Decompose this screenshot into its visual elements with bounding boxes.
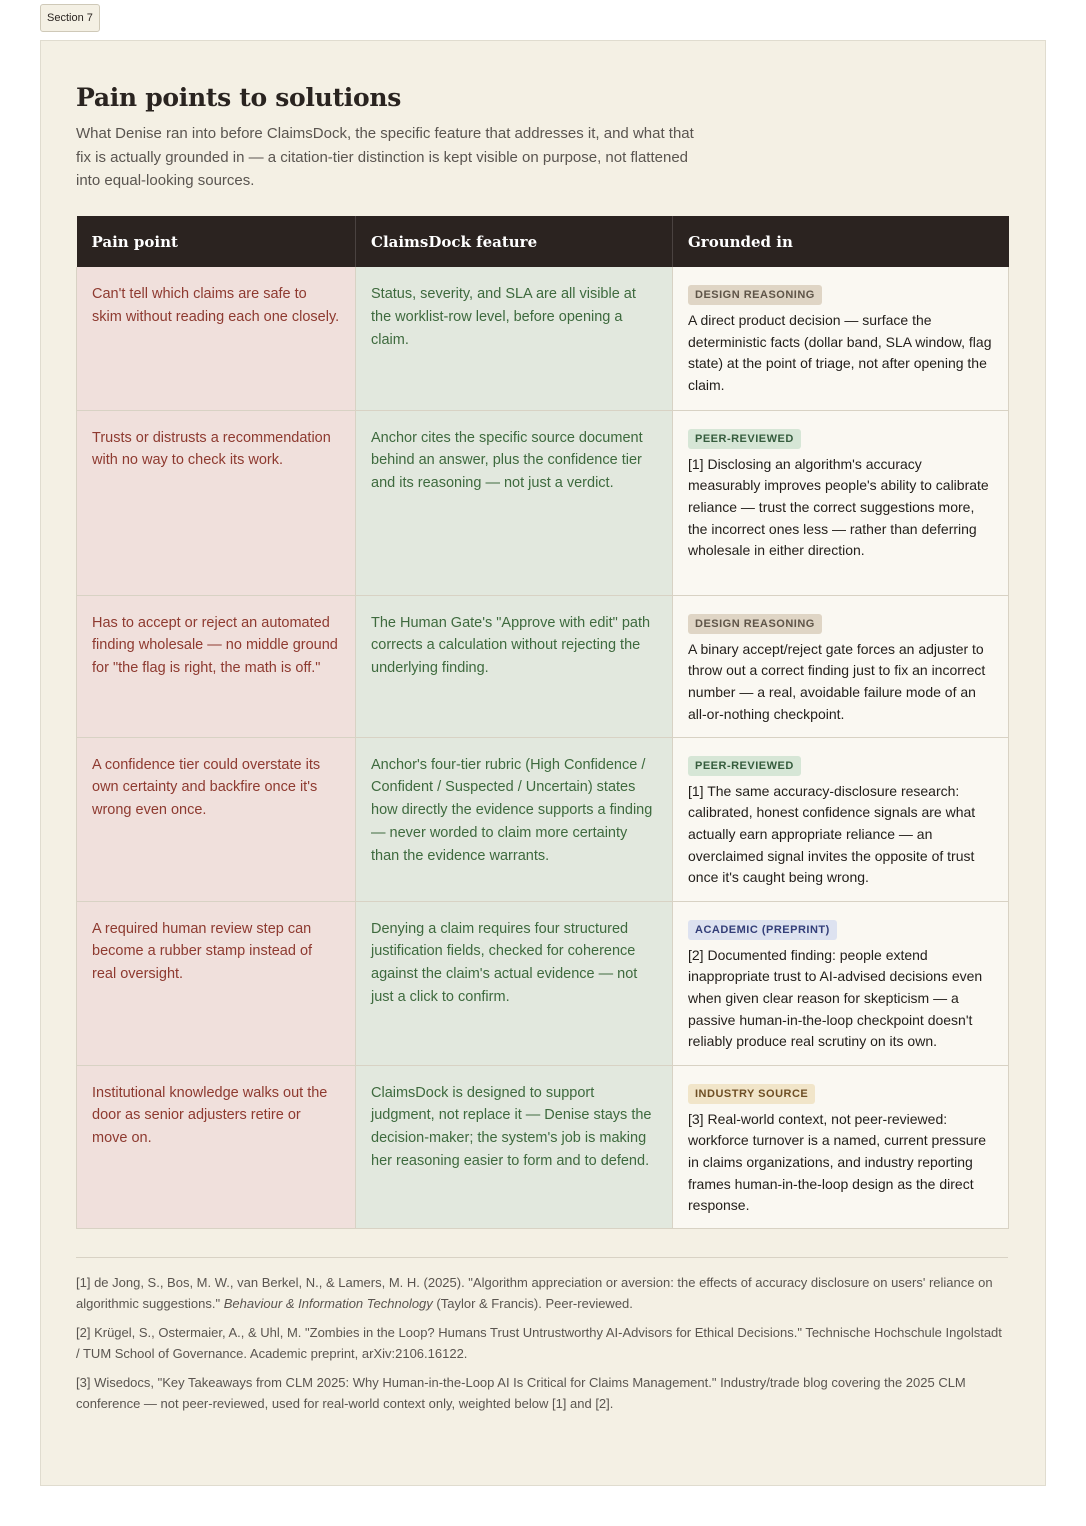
pain-cell: A confidence tier could overstate its own certainty and backfire once it's wrong even once. xyxy=(77,737,356,901)
header-grounded-in: Grounded in xyxy=(673,216,1009,267)
grounded-cell xyxy=(673,901,1009,1065)
tier-badge: PEER-REVIEWED xyxy=(688,429,801,449)
grounded-cell xyxy=(673,267,1009,410)
tier-badge: ACADEMIC (PREPRINT) xyxy=(688,920,837,940)
grounded-text: [2] Documented finding: people extend inappropriate trust to AI-advised decisions even when given clear reason for skepticism — a passive human-in-the-loop checkpoint doesn't reliably produce real scrutiny on its own. xyxy=(688,946,983,1050)
pain-cell: A required human review step can become a rubber stamp instead of real oversight. xyxy=(77,901,356,1065)
table-row xyxy=(77,1065,1009,1228)
grounded-text: [3] Real-world context, not peer-reviewed: workforce turnover is a named, current pressure in claims organizations, and industry reporting frames human-in-the-loop design as the direct response. xyxy=(688,1110,987,1214)
grounded-text: A direct product decision — surface the deterministic facts (dollar band, SLA window, flag state) at the point of triage, not after opening the claim. xyxy=(688,312,992,394)
grounded-text: [1] Disclosing an algorithm's accuracy measurably improves people's ability to calibrate reliance — trust the correct suggestions more, the incorrect ones less — rather than deferring wholesale in either direction. xyxy=(688,455,989,559)
reference-1-text: [1] de Jong, S., Bos, M. W., van Berkel, N., & Lamers, M. H. (2025). "Algorithm appreciation or aversion: the effects of accuracy disclosure on users' reliance on algorithmic suggestions." xyxy=(76,1275,993,1311)
grounded-cell xyxy=(673,1065,1009,1228)
grounded-cell xyxy=(673,595,1009,737)
tier-badge: PEER-REVIEWED xyxy=(688,756,801,776)
header-feature: ClaimsDock feature xyxy=(356,216,673,267)
reference-1-journal: Behaviour & Information Technology xyxy=(223,1295,433,1311)
reference-1 xyxy=(76,1273,1008,1314)
tier-badge: DESIGN REASONING xyxy=(688,614,822,634)
table-row xyxy=(77,410,1009,595)
pain-cell: Has to accept or reject an automated finding wholesale — no middle ground for "the flag is right, the math is off." xyxy=(77,595,356,737)
section-panel xyxy=(40,40,1046,1486)
table-row xyxy=(77,737,1009,901)
reference-2: [2] Krügel, S., Ostermaier, A., & Uhl, M. "Zombies in the Loop? Humans Trust Untrustworthy AI-Advisors for Ethical Decisions." Technische Hochschule Ingolstadt / TUM School of Governance. Academic preprint, arXiv:2106.16122. xyxy=(76,1325,1002,1361)
table-row xyxy=(77,267,1009,410)
grounded-cell xyxy=(673,737,1009,901)
feature-cell: The Human Gate's "Approve with edit" path corrects a calculation without rejecting the underlying finding. xyxy=(356,595,673,737)
feature-cell: Anchor's four-tier rubric (High Confidence / Confident / Suspected / Uncertain) states how directly the evidence supports a finding — never worded to claim more certainty than the evidence warrants. xyxy=(356,737,673,901)
page-subtitle: What Denise ran into before ClaimsDock, the specific feature that addresses it, and what that fix is actually grounded in — a citation-tier distinction is kept visible on purpose, not flattened into equal-looking sources. xyxy=(76,125,694,189)
pain-cell: Can't tell which claims are safe to skim without reading each one closely. xyxy=(77,267,356,410)
references xyxy=(76,1273,1008,1423)
reference-1-tail: (Taylor & Francis). Peer-reviewed. xyxy=(432,1295,633,1311)
pain-cell: Trusts or distrusts a recommendation with no way to check its work. xyxy=(77,410,356,595)
feature-cell: Anchor cites the specific source document behind an answer, plus the confidence tier and its reasoning — not just a verdict. xyxy=(356,410,673,595)
feature-cell: ClaimsDock is designed to support judgment, not replace it — Denise stays the decision-maker; the system's job is making her reasoning easier to form and to defend. xyxy=(356,1065,673,1228)
grounded-text: [1] The same accuracy-disclosure research: calibrated, honest confidence signals are what actually earn appropriate reliance — an overclaimed signal invites the opposite of trust once it's caught being wrong. xyxy=(688,782,976,886)
table-row xyxy=(77,901,1009,1065)
feature-cell: Denying a claim requires four structured justification fields, checked for coherence against the claim's actual evidence — not just a click to confirm. xyxy=(356,901,673,1065)
pain-cell: Institutional knowledge walks out the door as senior adjusters retire or move on. xyxy=(77,1065,356,1228)
feature-cell: Status, severity, and SLA are all visible at the worklist-row level, before opening a claim. xyxy=(356,267,673,410)
table-header-row xyxy=(77,216,1009,267)
header-pain-point: Pain point xyxy=(77,216,356,267)
references-divider xyxy=(76,1257,1008,1258)
grounded-cell xyxy=(673,410,1009,595)
section-tag: Section 7 xyxy=(40,4,100,32)
grounded-text: A binary accept/reject gate forces an adjuster to throw out a correct finding just to fix an incorrect number — a real, avoidable failure mode of an all-or-nothing checkpoint. xyxy=(688,640,986,722)
tier-badge: DESIGN REASONING xyxy=(688,285,822,305)
tier-badge: INDUSTRY SOURCE xyxy=(688,1084,815,1104)
table-row xyxy=(77,595,1009,737)
reference-3: [3] Wisedocs, "Key Takeaways from CLM 2025: Why Human-in-the-Loop AI Is Critical for Claims Management." Industry/trade blog covering the 2025 CLM conference — not peer-reviewed, used for real-world context only, weighted below [1] and [2]. xyxy=(76,1375,966,1411)
pain-points-table xyxy=(76,216,1009,1229)
page-title: Pain points to solutions xyxy=(76,83,401,112)
